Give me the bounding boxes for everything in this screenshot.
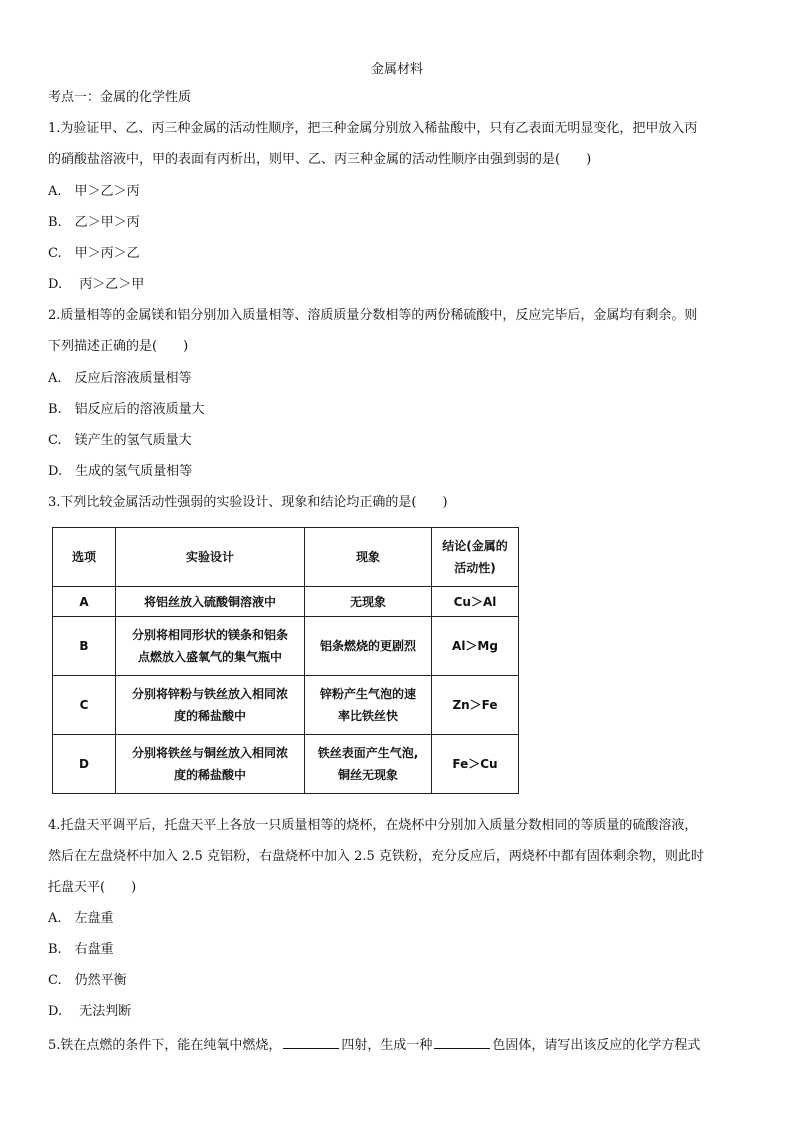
row-d-design [116,735,305,794]
q5-text-part3: 色固体，请写出该反应的化学方程式 [492,1038,701,1053]
row-d-phenomenon [305,735,432,794]
q5-text-part2: 四射，生成一种 [341,1038,433,1053]
q1-option-a: A. 甲＞乙＞丙 [48,184,140,199]
row-b-phenomenon: 铝条燃烧的更剧烈 [305,617,432,676]
header-phenomenon: 现象 [305,528,432,587]
table-row [53,735,519,794]
q3-text-line1: 3.下列比较金属活动性强弱的实验设计、现象和结论均正确的是( ) [48,495,448,510]
q1-option-c: C. 甲＞丙＞乙 [48,246,140,261]
q2-text-line1: 2.质量相等的金属镁和铝分别加入质量相等、溶质质量分数相等的两份稀硫酸中，反应完毕后，金属均有剩余。则 [48,308,698,323]
q4-text-line1: 4.托盘天平调平后，托盘天平上各放一只质量相等的烧杯，在烧杯中分别加入质量分数相同的等质量的硫酸溶液， [48,818,698,833]
header-conclusion-line2: 活动性) [454,561,496,575]
q4-option-c: C. 仍然平衡 [48,973,127,988]
row-a-option: A [53,587,116,617]
row-b-design [116,617,305,676]
row-a-design: 将铝丝放入硫酸铜溶液中 [116,587,305,617]
row-c-phenomenon [305,676,432,735]
header-option: 选项 [53,528,116,587]
row-d-option: D [53,735,116,794]
q2-option-c: C. 镁产生的氢气质量大 [48,433,192,448]
row-d-design-line1: 分别将铁丝与铜丝放入相同浓 [131,746,288,760]
table-row [53,617,519,676]
table-row [53,587,519,617]
row-c-option: C [53,676,116,735]
header-conclusion-line1: 结论(金属的 [442,539,508,553]
row-a-conclusion: Cu＞Al [432,587,519,617]
q1-text-line1: 1.为验证甲、乙、丙三种金属的活动性顺序，把三种金属分别放入稀盐酸中，只有乙表面无明显变化，把甲放入丙 [48,121,698,136]
q4-option-d: D. 无法判断 [48,1004,132,1019]
q1-option-d: D. 丙＞乙＞甲 [48,277,145,292]
row-c-design-line2: 度的稀盐酸中 [173,709,246,723]
table-row [53,676,519,735]
q4-text-line2: 然后在左盘烧杯中加入 2.5 克铝粉，右盘烧杯中加入 2.5 克铁粉，充分反应后，两烧杯中都有固体剩余物，则此时 [48,849,704,864]
row-b-design-line2: 点燃放入盛氧气的集气瓶中 [137,650,282,664]
row-c-design-line1: 分别将锌粉与铁丝放入相同浓 [131,687,288,701]
row-b-design-line1: 分别将相同形状的镁条和铝条 [131,628,288,642]
q4-option-b: B. 右盘重 [48,942,114,957]
row-a-phenomenon: 无现象 [305,587,432,617]
row-d-phenomenon-line2: 铜丝无现象 [337,768,398,782]
q2-text-line2: 下列描述正确的是( ) [48,339,189,354]
row-c-phenomenon-line2: 率比铁丝快 [337,709,398,723]
q4-text-line3: 托盘天平( ) [48,880,137,895]
experiment-table [52,527,519,794]
row-c-phenomenon-line1: 锌粉产生气泡的速 [319,687,416,701]
row-c-design [116,676,305,735]
q5-blank-1[interactable] [283,1036,339,1049]
q4-option-a: A. 左盘重 [48,911,114,926]
q5-text-part1: 5.铁在点燃的条件下，能在纯氧中燃烧， [48,1038,282,1053]
row-d-design-line2: 度的稀盐酸中 [173,768,246,782]
q1-text-line2: 的硝酸盐溶液中，甲的表面有丙析出，则甲、乙、丙三种金属的活动性顺序由强到弱的是( ) [48,152,592,167]
section-heading: 考点一：金属的化学性质 [48,90,192,105]
q2-option-d: D. 生成的氢气质量相等 [48,464,193,479]
q2-option-b: B. 铝反应后的溶液质量大 [48,402,205,417]
q2-option-a: A. 反应后溶液质量相等 [48,371,192,386]
header-design: 实验设计 [116,528,305,587]
row-b-option: B [53,617,116,676]
q5-blank-2[interactable] [434,1036,490,1049]
row-b-conclusion: Al＞Mg [432,617,519,676]
q1-option-b: B. 乙＞甲＞丙 [48,215,140,230]
table-header-row [53,528,519,587]
q5-text [48,1036,700,1054]
page-title: 金属材料 [370,62,423,77]
row-d-phenomenon-line1: 铁丝表面产生气泡, [317,746,419,760]
row-d-conclusion: Fe＞Cu [432,735,519,794]
row-c-conclusion: Zn＞Fe [432,676,519,735]
header-conclusion [432,528,519,587]
